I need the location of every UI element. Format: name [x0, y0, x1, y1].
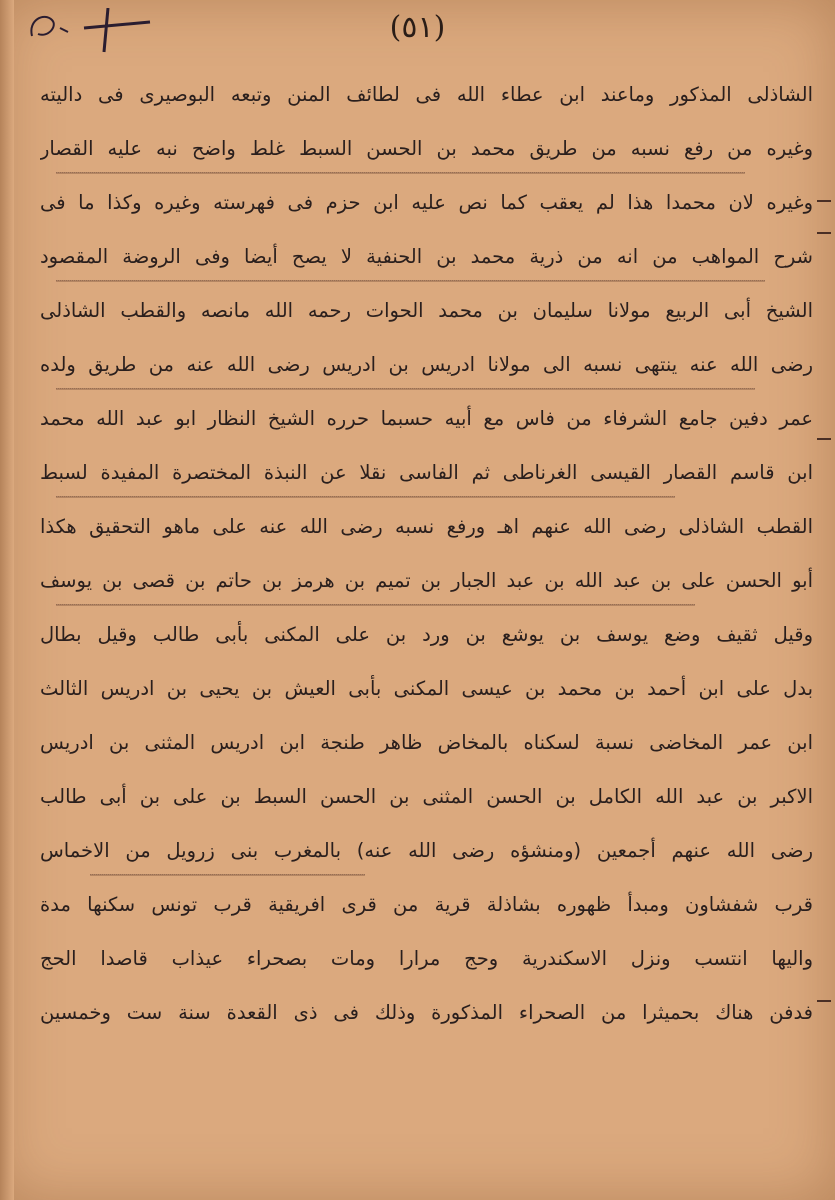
text-line: رضی الله عنهم أجمعین (ومنشؤه رضی الله عنه) بالمغرب بنی زرویل من الاخماس: [40, 839, 813, 862]
text-line: فدفن هناك بحمیثرا من الصحراء المذکورة وذلك فی ذی القعدة سنة ست وخمسین: [40, 1001, 813, 1024]
text-line: شرح المواهب من انه من ذریة محمد بن الحنفیة لا یصح أیضا وفی الروضة المقصود: [40, 245, 813, 268]
margin-tick: [817, 200, 831, 202]
page-edge-shadow: [0, 0, 14, 1200]
manuscript-text: [40, 68, 813, 1040]
page-number: (٥١): [389, 10, 446, 45]
text-line: بدل علی ابن أحمد بن محمد بن عیسی المکنی بأبی العیش بن یحیی بن ادریس الثالث: [40, 677, 813, 700]
text-line: أبو الحسن علی بن عبد الله بن عبد الجبار بن تمیم بن هرمز بن حاتم بن قصی بن یوسف: [40, 569, 813, 592]
text-line: ابن قاسم القصار القیسی الغرناطی ثم الفاسی نقلا عن النبذة المختصرة المفیدة لسبط: [40, 461, 813, 484]
text-line: وقیل ثقیف وضع یوسف بن یوشع بن ورد بن علی المکنی بأبی طالب وقیل بطال: [40, 623, 813, 646]
text-line: الشاذلی المذکور وماعند ابن عطاء الله فی لطائف المنن وتبعه البوصیری فی دالیته: [40, 83, 813, 106]
text-line: الاکبر بن عبد الله الکامل بن الحسن المثنی بن الحسن السبط بن علی بن أبی طالب: [40, 785, 813, 808]
margin-tick: [817, 1000, 831, 1002]
text-line: وغیره لان محمدا هذا لم یعقب کما نص علیه ابن حزم فی فهرسته وغیره وکذا ما فی: [40, 191, 813, 214]
margin-tick: [817, 232, 831, 234]
text-line: القطب الشاذلی رضی الله عنهم اهـ ورفع نسبه رضی الله عنه علی ماهو التحقیق هکذا: [40, 515, 813, 538]
text-line: الشیخ أبی الربیع مولانا سلیمان بن محمد الحوات رحمه الله مانصه والقطب الشاذلی: [40, 299, 813, 322]
text-line: عمر دفین جامع الشرفاء من فاس مع أبیه حسبما حرره الشیخ النظار ابو عبد الله محمد: [40, 407, 813, 430]
text-line: والیها انتسب ونزل الاسکندریة وحج مرارا ومات بصحراء عیذاب قاصدا الحج: [40, 947, 813, 970]
text-line: رضی الله عنه ینتهی نسبه الی مولانا ادریس بن ادریس رضی الله عنه من طریق ولده: [40, 353, 813, 376]
text-line: وغیره من رفع نسبه من طریق محمد بن الحسن السبط غلط واضح نبه علیه القصار: [40, 137, 813, 160]
text-line: قرب شفشاون ومبدأ ظهوره بشاذلة قریة من قری افریقیة قرب تونس سکنها مدة: [40, 893, 813, 916]
text-line: ابن عمر المخاضی نسبة لسکناه بالمخاض ظاهر طنجة ابن ادریس المثنی بن ادریس: [40, 731, 813, 754]
margin-tick: [817, 438, 831, 440]
